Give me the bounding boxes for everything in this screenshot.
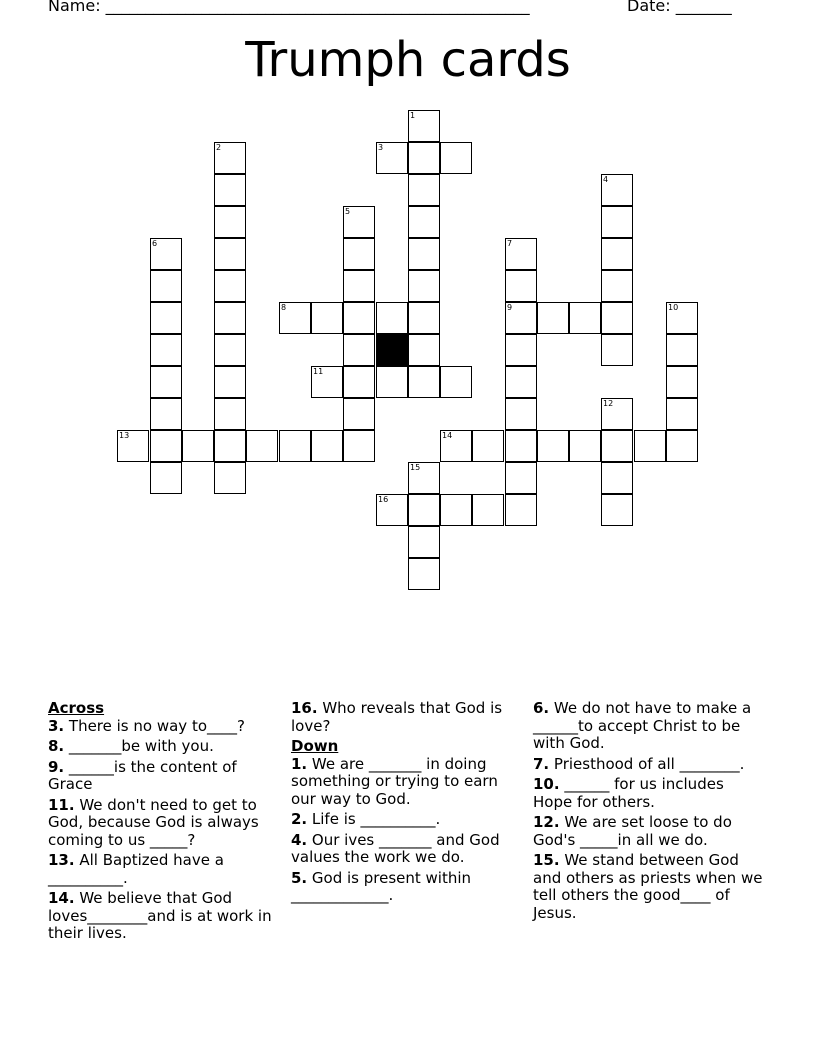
crossword-cell [150, 398, 182, 430]
crossword-cell [666, 398, 698, 430]
crossword-cell [376, 302, 408, 334]
clue-number: 11. [48, 795, 75, 814]
crossword-cell [343, 302, 375, 334]
down-clue [533, 700, 765, 753]
clue-text: All Baptized have a __________. [48, 851, 224, 887]
crossword-cell [601, 494, 633, 526]
clue-text: We believe that God loves________and is at work in their lives. [48, 889, 272, 942]
across-clue [48, 718, 280, 736]
crossword-cell [311, 430, 343, 462]
down-clue [291, 811, 523, 829]
clue-text: There is no way to____? [64, 716, 245, 735]
across-clue [48, 797, 280, 850]
clues-column-2 [291, 700, 523, 908]
crossword-cell [569, 302, 601, 334]
down-heading: Down [291, 737, 339, 755]
across-clue [291, 700, 523, 735]
cell-number: 15 [410, 463, 421, 472]
crossword-cell [150, 302, 182, 334]
cell-number: 14 [442, 431, 453, 440]
cell-number: 7 [507, 239, 513, 248]
across-clue-list-continued [291, 700, 523, 735]
crossword-cell [408, 174, 440, 206]
clue-text: We don't need to get to God, because God is always coming to us _____? [48, 795, 259, 849]
crossword-cell [214, 334, 246, 366]
clue-text: _______be with you. [64, 737, 214, 755]
page-title: Trumph cards [245, 32, 571, 88]
clue-number: 14. [48, 889, 75, 907]
crossword-cell [343, 270, 375, 302]
crossword-cell [150, 334, 182, 366]
clue-number: 7. [533, 754, 550, 773]
down-clue-list-continued [533, 700, 765, 922]
clue-text: God is present within _____________. [291, 868, 472, 904]
crossword-cell [505, 398, 537, 430]
cell-number: 2 [216, 143, 222, 152]
down-clue [291, 832, 523, 867]
clue-text: We are set loose to do God's _____in all we do. [533, 813, 732, 849]
crossword-cell [214, 206, 246, 238]
down-clue [533, 776, 765, 811]
cell-number: 16 [378, 495, 389, 504]
crossword-cell [408, 366, 440, 398]
crossword-cell [505, 430, 537, 462]
down-clue [533, 852, 765, 922]
crossword-cell [408, 238, 440, 270]
cell-number: 13 [119, 431, 130, 440]
crossword-cell [472, 494, 504, 526]
across-clue [48, 890, 280, 943]
crossword-cell [472, 430, 504, 462]
crossword-cell [150, 270, 182, 302]
clue-number: 5. [291, 868, 308, 887]
crossword-cell [505, 366, 537, 398]
crossword-cell [343, 398, 375, 430]
crossword-cell [505, 462, 537, 494]
down-clue-list [291, 756, 523, 905]
cell-number: 4 [603, 175, 609, 184]
crossword-cell [376, 366, 408, 398]
cell-number: 10 [668, 303, 679, 312]
down-clue [291, 756, 523, 809]
clue-number: 16. [291, 699, 318, 717]
date-field-label: Date: _______ [627, 0, 732, 15]
crossword-cell [408, 206, 440, 238]
cell-number: 12 [603, 399, 614, 408]
crossword-cell [666, 366, 698, 398]
crossword-cell [343, 366, 375, 398]
crossword-cell [343, 334, 375, 366]
crossword-cell [214, 398, 246, 430]
crossword-cell [601, 302, 633, 334]
crossword-cell [408, 558, 440, 590]
clue-number: 1. [291, 754, 308, 773]
clue-number: 10. [533, 775, 560, 793]
clue-number: 12. [533, 813, 560, 831]
crossword-cell [311, 302, 343, 334]
crossword-cell [343, 430, 375, 462]
crossword-cell [408, 526, 440, 558]
across-clue [48, 852, 280, 887]
crossword-cell [279, 430, 311, 462]
cell-number: 1 [410, 111, 416, 120]
crossword-cell [601, 206, 633, 238]
down-clue [533, 756, 765, 774]
clue-number: 4. [291, 830, 308, 849]
crossword-cell [408, 302, 440, 334]
clue-text: We are _______ in doing something or trying to earn our way to God. [291, 754, 498, 808]
crossword-cell [214, 238, 246, 270]
crossword-cell [214, 462, 246, 494]
crossword-cell [408, 270, 440, 302]
clue-number: 9. [48, 757, 65, 776]
crossword-cell [440, 494, 472, 526]
crossword-cell [634, 430, 666, 462]
crossword-cell [666, 334, 698, 366]
crossword-cell [569, 430, 601, 462]
clue-text: ______ for us includes Hope for others. [533, 775, 724, 811]
cell-number: 9 [507, 303, 513, 312]
cell-number: 3 [378, 143, 384, 152]
crossword-cell [150, 462, 182, 494]
crossword-cell [214, 366, 246, 398]
cell-number: 11 [313, 367, 324, 376]
clue-number: 3. [48, 716, 65, 735]
clue-text: ______is the content of Grace [48, 757, 237, 793]
clue-text: We do not have to make a ______to accept Christ to be with God. [533, 699, 752, 752]
clues-column-1 [48, 700, 280, 946]
down-clue [533, 814, 765, 849]
clue-number: 6. [533, 699, 550, 717]
across-heading: Across [48, 699, 105, 717]
cell-number: 6 [152, 239, 158, 248]
cell-number: 8 [281, 303, 287, 312]
crossword-cell [408, 142, 440, 174]
crossword-cell [505, 270, 537, 302]
crossword-cell [214, 430, 246, 462]
crossword-cell [537, 302, 569, 334]
crossword-cell [601, 270, 633, 302]
crossword-cell [666, 430, 698, 462]
crossword-cell [343, 238, 375, 270]
clue-number: 15. [533, 851, 560, 869]
clue-text: We stand between God and others as priests when we tell others the good____ of Jesus. [533, 851, 763, 922]
crossword-cell [440, 142, 472, 174]
crossword-cell [505, 494, 537, 526]
across-clue [48, 759, 280, 794]
crossword-cell [150, 366, 182, 398]
crossword-cell [440, 366, 472, 398]
across-clue [48, 738, 280, 756]
crossword-cell [182, 430, 214, 462]
crossword-cell [601, 462, 633, 494]
crossword-black-cell [376, 334, 408, 366]
clue-text: Life is __________. [307, 810, 441, 828]
crossword-cell [537, 430, 569, 462]
crossword-cell [408, 334, 440, 366]
clues-column-3 [533, 700, 765, 925]
clue-text: Priesthood of all ________. [549, 754, 745, 773]
crossword-cell [601, 334, 633, 366]
clue-number: 8. [48, 737, 65, 755]
cell-number: 5 [345, 207, 351, 216]
crossword-cell [150, 430, 182, 462]
across-clue-list [48, 718, 280, 943]
crossword-cell [601, 430, 633, 462]
name-field-label: Name: _____________________________________________________ [48, 0, 530, 15]
crossword-cell [214, 174, 246, 206]
clue-text: Who reveals that God is love? [291, 699, 503, 735]
crossword-cell [246, 430, 278, 462]
crossword-cell [601, 238, 633, 270]
clue-number: 2. [291, 810, 308, 828]
crossword-cell [408, 494, 440, 526]
crossword-cell [214, 302, 246, 334]
down-clue [291, 870, 523, 905]
clue-text: Our ives _______ and God values the work we do. [291, 830, 500, 866]
clue-number: 13. [48, 851, 75, 869]
crossword-cell [214, 270, 246, 302]
crossword-cell [505, 334, 537, 366]
